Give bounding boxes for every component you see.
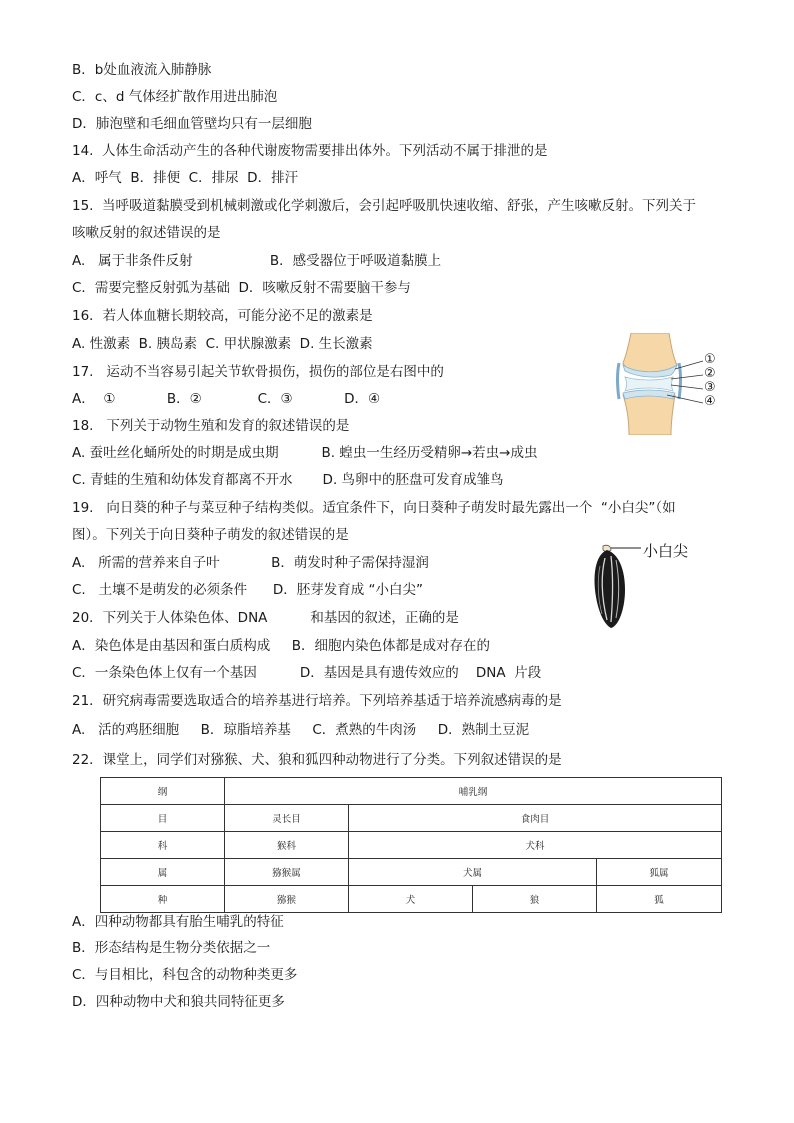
question-22: 22．课堂上，同学们对猕猴、犬、狼和狐四种动物进行了分类。下列叙述错误的是 (72, 752, 562, 768)
joint-diagram (615, 333, 735, 435)
table-cell: 灵长目 (225, 805, 349, 832)
option-13d: D．肺泡壁和毛细血管壁均只有一层细胞 (72, 116, 312, 132)
table-cell: 狼 (473, 886, 597, 913)
table-row (101, 832, 722, 859)
table-cell: 猴科 (225, 832, 349, 859)
options-18-ab: A. 蚕吐丝化蛹所处的时期是成虫期 B. 蝗虫一生经历受精卵→若虫→成虫 (72, 445, 538, 461)
options-19-cd: C. 土壤不是萌发的必须条件 D．胚芽发育成 “小白尖” (72, 582, 424, 598)
options-17: A． ① B．② C．③ D．④ (72, 391, 381, 407)
table-row (101, 778, 722, 805)
options-22-a: A．四种动物都具有胎生哺乳的特征 (72, 914, 284, 930)
classification-table (100, 777, 722, 913)
question-15: 15. 当呼吸道黏膜受到机械刺激或化学刺激后，会引起呼吸肌快速收缩、舒张，产生咳嗽反射。下列关于 (72, 198, 697, 214)
table-cell: 猕猴属 (225, 859, 349, 886)
options-21: A. 活的鸡胚细胞 B．琼脂培养基 C．煮熟的牛肉汤 D．熟制土豆泥 (72, 722, 530, 738)
options-15-cd: C．需要完整反射弧为基础 D．咳嗽反射不需要脑干参与 (72, 280, 411, 296)
table-cell: 科 (101, 832, 225, 859)
joint-label-2: ② (704, 366, 716, 381)
options-18-cd: C. 青蛙的生殖和幼体发育都离不开水 D. 鸟卵中的胚盘可发育成雏鸟 (72, 472, 504, 488)
options-14: A．呼气 B．排便 C．排尿 D．排汗 (72, 170, 299, 186)
question-19-cont: 图）。下列关于向日葵种子萌发的叙述错误的是 (72, 527, 349, 543)
joint-label-3: ③ (704, 380, 716, 395)
options-22-d: D．四种动物中犬和狼共同特征更多 (72, 994, 285, 1010)
question-21: 21．研究病毒需要选取适合的培养基进行培养。下列培养基适于培养流感病毒的是 (72, 693, 562, 709)
option-13b: B．b处血液流入肺静脉 (72, 62, 212, 78)
table-cell: 属 (101, 859, 225, 886)
table-cell: 犬 (349, 886, 473, 913)
table-cell: 犬属 (349, 859, 597, 886)
table-cell: 犬科 (349, 832, 722, 859)
option-13c: C．c、d 气体经扩散作用进出肺泡 (72, 89, 278, 105)
table-cell: 目 (101, 805, 225, 832)
table-cell: 食肉目 (349, 805, 722, 832)
question-18: 18. 下列关于动物生殖和发育的叙述错误的是 (72, 418, 350, 434)
question-20: 20．下列关于人体染色体、DNA 和基因的叙述，正确的是 (72, 610, 459, 626)
options-20-ab: A．染色体是由基因和蛋白质构成 B．细胞内染色体都是成对存在的 (72, 638, 490, 654)
table-cell: 猕猴 (225, 886, 349, 913)
joint-illustration (615, 333, 735, 435)
table-cell: 哺乳纲 (225, 778, 722, 805)
table-row (101, 805, 722, 832)
table-row (101, 886, 722, 913)
table-cell: 狐属 (597, 859, 722, 886)
table-cell: 狐 (597, 886, 722, 913)
joint-label-1: ① (704, 352, 716, 367)
options-22-b: B．形态结构是生物分类依据之一 (72, 940, 271, 956)
options-19-ab: A. 所需的营养来自子叶 B．萌发时种子需保持湿润 (72, 555, 429, 571)
options-16: A. 性激素 B. 胰岛素 C. 甲状腺激素 D. 生长激素 (72, 336, 373, 352)
question-19: 19. 向日葵的种子与菜豆种子结构类似。适宜条件下，向日葵种子萌发时最先露出一个 “小白尖”（如 (72, 500, 676, 516)
sunflower-seed-figure (585, 540, 705, 630)
table-row (101, 859, 722, 886)
options-20-cd: C．一条染色体上仅有一个基因 D．基因是具有遗传效应的 DNA 片段 (72, 665, 542, 681)
joint-label-4: ④ (704, 394, 716, 409)
seed-tip-label: 小白尖 (643, 542, 689, 560)
table-cell: 种 (101, 886, 225, 913)
options-22-c: C．与目相比，科包含的动物种类更多 (72, 967, 298, 983)
question-14: 14. 人体生命活动产生的各种代谢废物需要排出体外。下列活动不属于排泄的是 (72, 143, 548, 159)
question-17: 17. 运动不当容易引起关节软骨损伤，损伤的部位是右图中的 (72, 364, 444, 380)
question-15-cont: 咳嗽反射的叙述错误的是 (72, 225, 221, 241)
question-16: 16．若人体血糖长期较高，可能分泌不足的激素是 (72, 308, 373, 324)
table-cell: 纲 (101, 778, 225, 805)
options-15-ab: A. 属于非条件反射 B．感受器位于呼吸道黏膜上 (72, 253, 442, 269)
